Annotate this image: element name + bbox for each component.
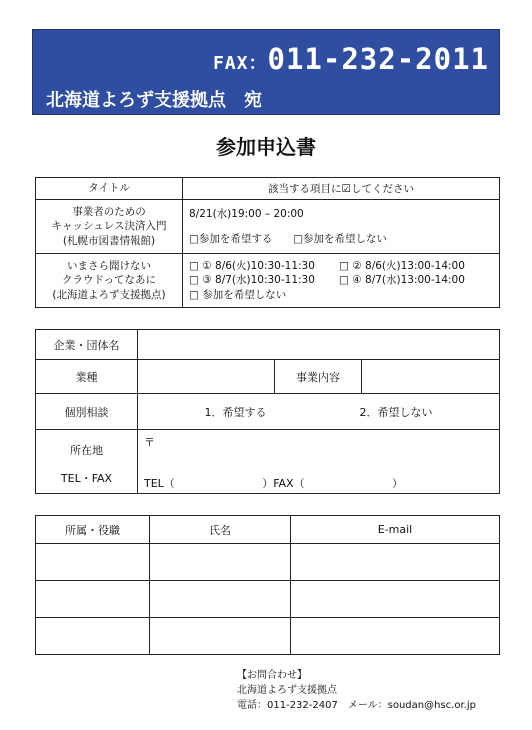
location-label-cell — [36, 430, 138, 494]
contact-info — [237, 668, 476, 713]
tel-fax-field[interactable]: TEL（ ）FAX（ ） — [144, 477, 404, 490]
seminar-table — [35, 177, 500, 308]
fax-number-line — [213, 42, 489, 76]
postal-mark: 〒 — [144, 436, 155, 449]
consultation-no-option[interactable]: 2．希望しない — [359, 405, 433, 419]
tel-fax-label: TEL・FAX — [60, 472, 113, 485]
seminar-2-no-checkbox[interactable]: □ 参加を希望しない — [189, 288, 287, 301]
slot-4-checkbox[interactable]: □ ④ 8/7(水)13:00-14:00 — [339, 274, 465, 287]
seminar-1-title-line: 事業者のための — [72, 206, 146, 219]
consultation-options — [138, 394, 500, 430]
business-field[interactable] — [362, 360, 500, 394]
seminar-1-venue: (札幌市図書情報館) — [62, 234, 156, 247]
name-field[interactable] — [150, 581, 291, 618]
name-field[interactable] — [150, 544, 291, 581]
recipient-suffix: 宛 — [244, 90, 262, 111]
seminar-instruction-header: 該当する項目に☑してください — [183, 178, 500, 200]
fax-label: FAX： — [212, 53, 268, 74]
seminar-2-title-line: クラウドってなあに — [61, 274, 157, 287]
location-label: 所在地 — [70, 444, 103, 457]
slot-3-checkbox[interactable]: □ ③ 8/7(水)10:30-11:30 — [189, 274, 315, 287]
seminar-2-venue: (北海道よろず支援拠点) — [52, 288, 166, 301]
seminar-2-title-line: いまさら聞けない — [67, 260, 151, 273]
name-header: 氏名 — [150, 516, 291, 544]
consultation-yes-option[interactable]: 1．希望する — [204, 405, 267, 419]
consultation-label: 個別相談 — [36, 394, 138, 430]
industry-field[interactable] — [138, 360, 275, 394]
company-name-field[interactable] — [138, 330, 500, 360]
attendee-table — [35, 515, 500, 655]
affiliation-header: 所属・役職 — [36, 516, 150, 544]
slot-2-checkbox[interactable]: □ ② 8/6(火)13:00-14:00 — [339, 260, 465, 273]
seminar-2-options — [183, 254, 500, 308]
affiliation-field[interactable] — [36, 618, 150, 655]
seminar-title-header: タイトル — [36, 178, 183, 200]
email-field[interactable] — [291, 618, 500, 655]
email-field[interactable] — [291, 544, 500, 581]
fax-number: 011-232-2011 — [267, 42, 489, 76]
seminar-1-title — [36, 200, 183, 254]
seminar-1-yes-checkbox[interactable]: □参加を希望する — [189, 233, 273, 245]
recipient-line — [46, 86, 262, 112]
industry-label: 業種 — [36, 360, 138, 394]
business-label: 事業内容 — [275, 360, 362, 394]
company-info-table — [35, 329, 500, 494]
recipient-org: 北海道よろず支援拠点 — [46, 90, 226, 111]
slot-1-checkbox[interactable]: □ ① 8/6(火)10:30-11:30 — [189, 260, 315, 273]
page-title: 参加申込書 — [216, 135, 316, 159]
seminar-1-title-line: キャッシュレス決済入門 — [51, 220, 167, 233]
company-name-label: 企業・団体名 — [36, 330, 138, 360]
affiliation-field[interactable] — [36, 544, 150, 581]
contact-org: 北海道よろず支援拠点 — [237, 685, 337, 696]
email-field[interactable] — [291, 581, 500, 618]
contact-heading: 【お問合わせ】 — [237, 670, 307, 681]
seminar-1-no-checkbox[interactable]: □参加を希望しない — [293, 233, 388, 245]
contact-details: 電話：011-232-2407 メール：soudan@hsc.or.jp — [237, 700, 476, 711]
affiliation-field[interactable] — [36, 581, 150, 618]
name-field[interactable] — [150, 618, 291, 655]
seminar-1-options — [183, 200, 500, 254]
address-field[interactable] — [138, 430, 500, 494]
fax-header-banner — [32, 29, 500, 115]
seminar-1-date: 8/21(水)19:00 – 20:00 — [189, 207, 304, 220]
seminar-2-title — [36, 254, 183, 308]
email-header: E-mail — [291, 516, 500, 544]
